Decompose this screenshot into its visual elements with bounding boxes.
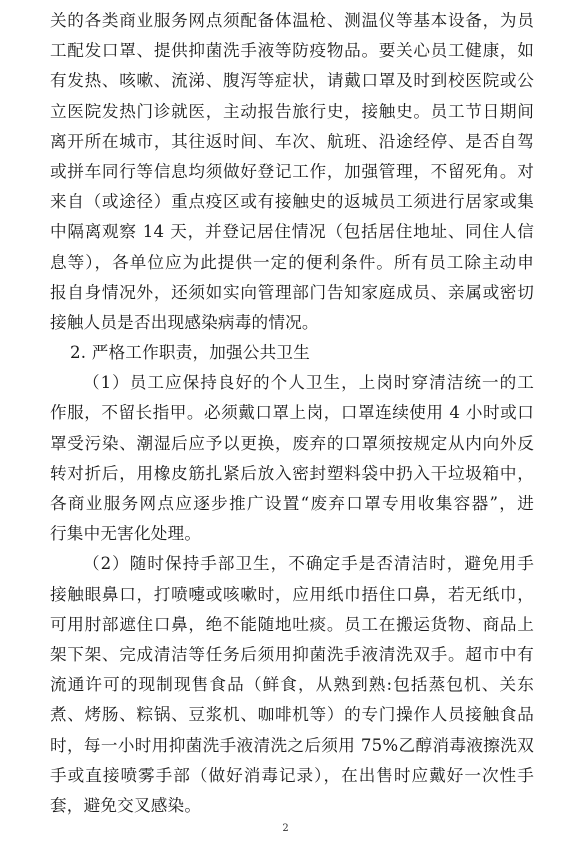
paragraph-2-line-8: 手或直接喷雾手部（做好消毒记录），在出售时应戴好一次性手 (50, 765, 534, 785)
paragraph-2-line-6: 煮、烤肠、粽锅、豆浆机、咖啡机等）的专门操作人员接触食品 (50, 705, 534, 725)
body-line-2: 工配发口罩、提供抑菌洗手液等防疫物品。要关心员工健康，如 (50, 41, 534, 61)
paragraph-1-line-1: （1）员工应保持良好的个人卫生，上岗时穿清洁统一的工 (83, 373, 534, 393)
paragraph-1-line-5: 各商业服务网点应逐步推广设置“废弃口罩专用收集容器”，进 (50, 494, 534, 513)
body-line-8: 中隔离观察 14 天，并登记居住情况（包括居住地址、同住人信 (50, 222, 534, 242)
body-line-3: 有发热、咳嗽、流涕、腹泻等症状，请戴口罩及时到校医院或公 (50, 71, 534, 91)
section-heading: 2. 严格工作职责，加强公共卫生 (70, 343, 311, 363)
paragraph-2-line-2: 接触眼鼻口，打喷嚏或咳嗽时，应用纸巾捂住口鼻，若无纸巾， (50, 584, 534, 604)
paragraph-1-line-4: 转对折后，用橡皮筋扎紧后放入密封塑料袋中扔入干垃圾箱中， (50, 463, 534, 483)
paragraph-1-line-2: 作服，不留长指甲。必须戴口罩上岗，口罩连续使用 4 小时或口 (50, 403, 534, 423)
document-page (50, 6, 534, 821)
body-line-10: 报自身情况外，还须如实向管理部门告知家庭成员、亲属或密切 (50, 282, 534, 302)
body-line-4: 立医院发热门诊就医，主动报告旅行史，接触史。员工节日期间 (50, 101, 534, 121)
paragraph-2-line-4: 架下架、完成清洁等任务后须用抑菌洗手液清洗双手。超市中有 (50, 644, 534, 664)
paragraph-1-line-3: 罩受污染、潮湿后应予以更换，废弃的口罩须按规定从内向外反 (50, 433, 534, 453)
body-line-7: 来自（或途径）重点疫区或有接触史的返城员工须进行居家或集 (50, 192, 534, 212)
body-line-6: 或拼车同行等信息均须做好登记工作，加强管理，不留死角。对 (50, 161, 534, 181)
paragraph-2-line-1: （2）随时保持手部卫生，不确定手是否清洁时，避免用手 (83, 554, 534, 574)
body-line-11: 接触人员是否出现感染病毒的情况。 (50, 312, 319, 332)
body-line-1: 关的各类商业服务网点须配备体温枪、测温仪等基本设备，为员 (50, 11, 534, 30)
paragraph-1-line-6: 行集中无害化处理。 (50, 524, 202, 544)
body-line-5: 离开所在城市，其往返时间、车次、航班、沿途经停、是否自驾 (50, 131, 534, 151)
page-number: 2 (282, 823, 289, 834)
paragraph-2-line-7: 时，每一小时用抑菌洗手液清洗之后须用 75%乙醇消毒液擦洗双 (50, 735, 534, 755)
body-line-9: 息等），各单位应为此提供一定的便利条件。所有员工除主动申 (50, 252, 534, 272)
paragraph-2-line-5: 流通许可的现制现售食品（鲜食，从熟到熟:包括蒸包机、关东 (50, 675, 534, 695)
paragraph-2-line-3: 可用肘部遮住口鼻，绝不能随地吐痰。员工在搬运货物、商品上 (50, 614, 534, 634)
paragraph-2-line-9: 套，避免交叉感染。 (50, 795, 202, 815)
